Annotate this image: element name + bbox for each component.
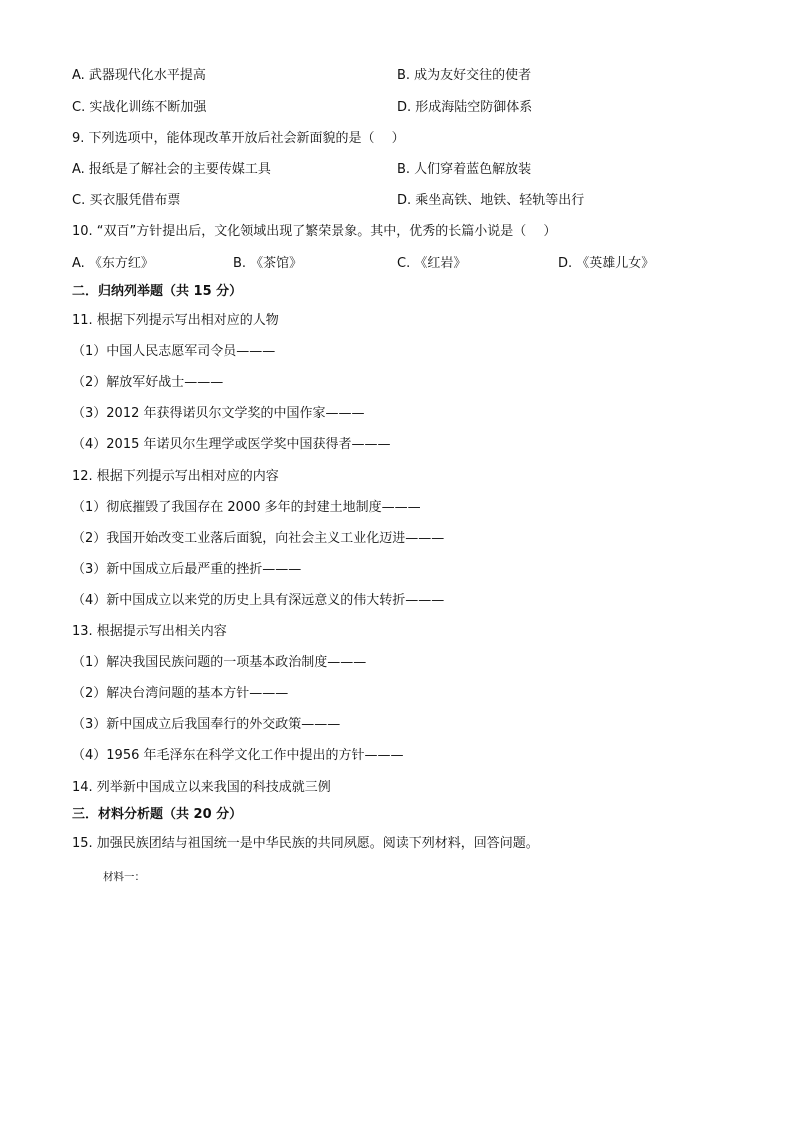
q8-option-a: A. 武器现代化水平提高 bbox=[72, 68, 206, 83]
q13-item-1: （1）解决我国民族问题的一项基本政治制度——— bbox=[72, 655, 367, 670]
q10-option-d: D. 《英雄儿女》 bbox=[558, 256, 655, 271]
q9-option-a: A. 报纸是了解社会的主要传媒工具 bbox=[72, 162, 271, 177]
q8-option-c: C. 实战化训练不断加强 bbox=[72, 100, 207, 115]
q9-stem: 9. 下列选项中，能体现改革开放后社会新面貌的是（ ） bbox=[72, 131, 405, 146]
q13-item-4: （4）1956 年毛泽东在科学文化工作中提出的方针——— bbox=[72, 748, 404, 763]
q8-option-b: B. 成为友好交往的使者 bbox=[397, 68, 532, 83]
q9-option-b: B. 人们穿着蓝色解放装 bbox=[397, 162, 532, 177]
q12-stem: 12. 根据下列提示写出相对应的内容 bbox=[72, 469, 279, 484]
q13-stem: 13. 根据提示写出相关内容 bbox=[72, 624, 227, 639]
q11-item-2: （2）解放军好战士——— bbox=[72, 375, 224, 390]
q12-item-4: （4）新中国成立以来党的历史上具有深远意义的伟大转折——— bbox=[72, 593, 445, 608]
section2-title: 二．归纳列举题（共 15 分） bbox=[72, 284, 243, 299]
q11-stem: 11. 根据下列提示写出相对应的人物 bbox=[72, 313, 279, 328]
q11-item-4: （4）2015 年诺贝尔生理学或医学奖中国获得者——— bbox=[72, 437, 391, 452]
q8-option-d: D. 形成海陆空防御体系 bbox=[397, 100, 533, 115]
q13-item-3: （3）新中国成立后我国奉行的外交政策——— bbox=[72, 717, 341, 732]
q9-option-c: C. 买衣服凭借布票 bbox=[72, 193, 181, 208]
q15-stem: 15. 加强民族团结与祖国统一是中华民族的共同夙愿。阅读下列材料，回答问题。 bbox=[72, 836, 539, 851]
q10-stem: 10. “双百”方针提出后，文化领域出现了繁荣景象。其中，优秀的长篇小说是（ ） bbox=[72, 224, 557, 239]
section3-title: 三．材料分析题（共 20 分） bbox=[72, 807, 243, 822]
q12-item-1: （1）彻底摧毁了我国存在 2000 多年的封建土地制度——— bbox=[72, 500, 421, 515]
q11-item-3: （3）2012 年获得诺贝尔文学奖的中国作家——— bbox=[72, 406, 365, 421]
q13-item-2: （2）解决台湾问题的基本方针——— bbox=[72, 686, 289, 701]
q10-option-a: A. 《东方红》 bbox=[72, 256, 154, 271]
q10-option-c: C. 《红岩》 bbox=[397, 256, 467, 271]
q12-item-3: （3）新中国成立后最严重的挫折——— bbox=[72, 562, 302, 577]
q15-material-label: 材料一： bbox=[103, 871, 145, 883]
q12-item-2: （2）我国开始改变工业落后面貌，向社会主义工业化迈进——— bbox=[72, 531, 445, 546]
q9-option-d: D. 乘坐高铁、地铁、轻轨等出行 bbox=[397, 193, 585, 208]
q10-option-b: B. 《茶馆》 bbox=[233, 256, 303, 271]
q11-item-1: （1）中国人民志愿军司令员——— bbox=[72, 344, 276, 359]
q14-stem: 14. 列举新中国成立以来我国的科技成就三例 bbox=[72, 780, 331, 795]
